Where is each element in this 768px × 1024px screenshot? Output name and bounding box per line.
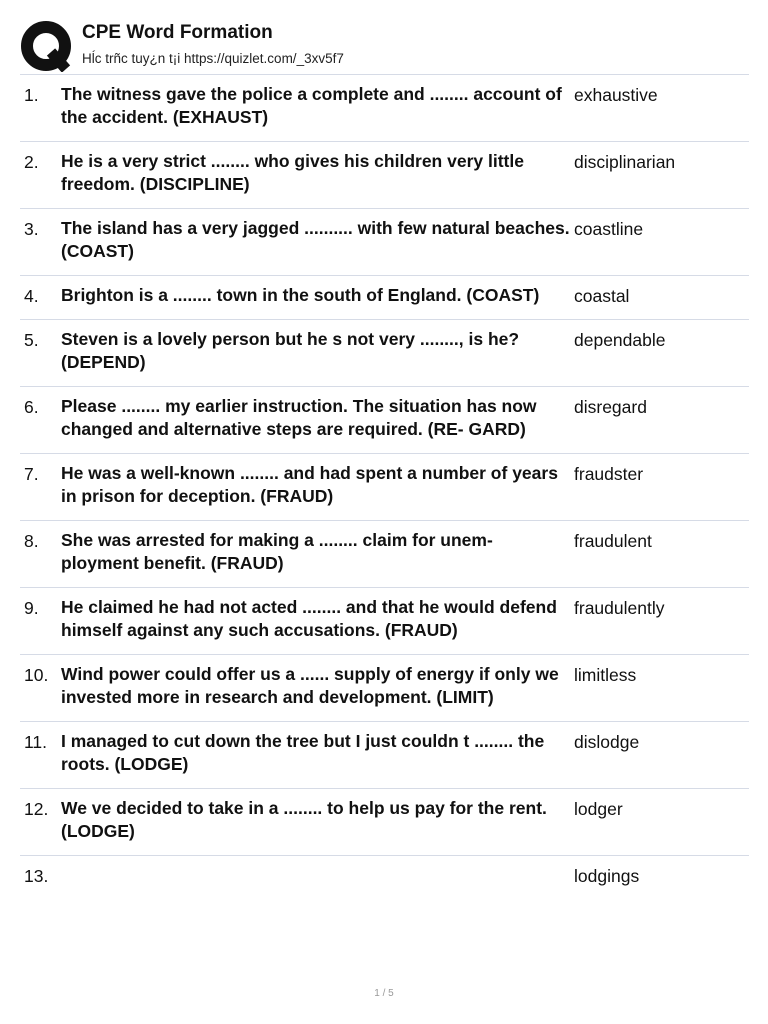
flashcard-row — [20, 319, 749, 386]
card-term: Brighton is a ........ town in the south of England. (COAST) — [61, 285, 540, 305]
card-term: The witness gave the police a complete and ........ account of the accident. (EXHAUST) — [61, 84, 562, 127]
card-number: 1. — [24, 85, 39, 105]
card-term: Wind power could offer us a ...... supply of energy if only we invested more in research and development. (LIMIT) — [61, 664, 559, 707]
flashcard-row — [20, 520, 749, 587]
card-definition: fraudster — [574, 464, 644, 484]
card-term — [61, 864, 571, 887]
flashcard-row — [20, 654, 749, 721]
card-term: I managed to cut down the tree but I just couldn t ........ the roots. (LODGE) — [61, 731, 545, 774]
card-number: 11. — [24, 732, 48, 752]
card-term: He claimed he had not acted ........ and that he would defend himself against any such accusations. (FRAUD) — [61, 597, 557, 640]
card-number: 9. — [24, 598, 39, 618]
document-header — [0, 0, 768, 74]
card-term: He was a well-known ........ and had spent a number of years in prison for deception. (FRAUD) — [61, 463, 558, 506]
card-number: 5. — [24, 330, 39, 350]
card-definition: limitless — [574, 665, 637, 685]
card-number: 7. — [24, 464, 39, 484]
document-title: CPE Word Formation — [82, 22, 273, 43]
card-number: 12. — [24, 799, 49, 819]
card-number: 3. — [24, 219, 39, 239]
card-term: She was arrested for making a ........ claim for unem- ployment benefit. (FRAUD) — [61, 530, 493, 573]
card-definition: disregard — [574, 397, 647, 417]
flashcard-row — [20, 74, 749, 141]
card-definition: coastline — [574, 219, 644, 239]
card-number: 8. — [24, 531, 39, 551]
card-number: 6. — [24, 397, 39, 417]
page-number: 1 / 5 — [374, 988, 394, 999]
card-definition: fraudulently — [574, 598, 665, 618]
flashcard-row — [20, 788, 749, 855]
card-term: Please ........ my earlier instruction. The situation has now changed and alternative steps are required. (RE- GARD) — [61, 396, 537, 439]
flashcard-row — [20, 275, 749, 319]
flashcard-row — [20, 721, 749, 788]
flashcard-row — [20, 855, 749, 899]
card-definition: lodgings — [574, 866, 640, 886]
card-definition: exhaustive — [574, 85, 658, 105]
flashcard-row — [20, 453, 749, 520]
flashcard-row — [20, 208, 749, 275]
card-number: 10. — [24, 665, 49, 685]
card-term: He is a very strict ........ who gives his children very little freedom. (DISCIPLINE) — [61, 151, 524, 194]
flashcard-row — [20, 587, 749, 654]
card-term: The island has a very jagged .......... with few natural beaches. (COAST) — [61, 218, 570, 261]
document-subtitle: Hĺc trñc tuy¿n t¡i https://quizlet.com/_3xv5f7 — [82, 51, 344, 66]
card-definition: lodger — [574, 799, 623, 819]
card-definition: fraudulent — [574, 531, 652, 551]
flashcard-row — [20, 386, 749, 453]
card-definition: dislodge — [574, 732, 640, 752]
card-term: Steven is a lovely person but he s not very ........, is he? (DEPEND) — [61, 329, 520, 372]
quizlet-q-logo-icon — [20, 20, 72, 72]
card-number: 4. — [24, 286, 39, 306]
flashcard-row — [20, 141, 749, 208]
card-definition: disciplinarian — [574, 152, 676, 172]
card-number: 13. — [24, 866, 49, 886]
card-number: 2. — [24, 152, 39, 172]
card-definition: coastal — [574, 286, 630, 306]
card-definition: dependable — [574, 330, 666, 350]
flashcard-list — [20, 74, 749, 899]
card-term: We ve decided to take in a ........ to help us pay for the rent. (LODGE) — [61, 798, 547, 841]
